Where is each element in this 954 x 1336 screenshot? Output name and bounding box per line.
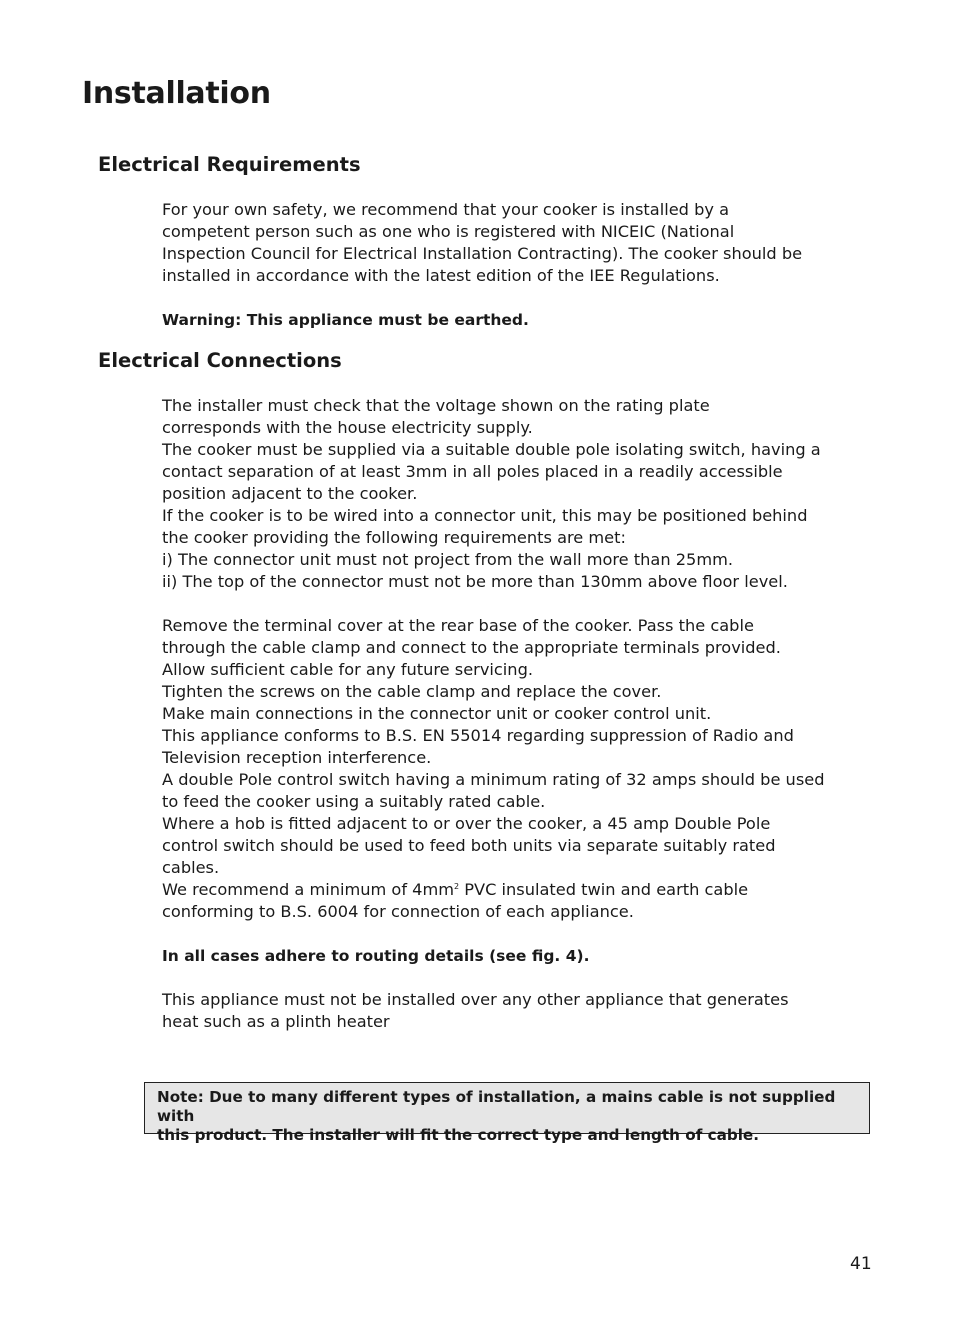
note-line: this product. The installer will fit the correct type and length of cable. xyxy=(157,1126,760,1144)
text-line: The cooker must be supplied via a suitable double pole isolating switch, having a xyxy=(162,440,821,459)
text-line: the cooker providing the following requirements are met: xyxy=(162,528,626,547)
cable-recommendation xyxy=(162,879,882,901)
text-line: ii) The top of the connector must not be more than 130mm above floor level. xyxy=(162,572,788,591)
text-line: corresponds with the house electricity supply. xyxy=(162,418,533,437)
text-line: This appliance must not be installed over any other appliance that generates xyxy=(162,990,789,1009)
text-line: installed in accordance with the latest edition of the IEE Regulations. xyxy=(162,266,720,285)
text-line: Where a hob is fitted adjacent to or over the cooker, a 45 amp Double Pole xyxy=(162,814,771,833)
text-line: Remove the terminal cover at the rear base of the cooker. Pass the cable xyxy=(162,616,754,635)
text-line: heat such as a plinth heater xyxy=(162,1012,390,1031)
electrical-requirements-body xyxy=(162,199,882,331)
electrical-connections-body xyxy=(162,395,882,1033)
text-line: This appliance conforms to B.S. EN 55014 regarding suppression of Radio and xyxy=(162,726,794,745)
text-line: position adjacent to the cooker. xyxy=(162,484,418,503)
heading-electrical-requirements: Electrical Requirements xyxy=(98,153,361,176)
text-line: A double Pole control switch having a minimum rating of 32 amps should be used xyxy=(162,770,825,789)
text-line: i) The connector unit must not project from the wall more than 25mm. xyxy=(162,550,734,569)
page-title: Installation xyxy=(82,76,271,111)
text-line: through the cable clamp and connect to the appropriate terminals provided. xyxy=(162,638,781,657)
heading-electrical-connections: Electrical Connections xyxy=(98,349,342,372)
spacer xyxy=(162,287,882,309)
text-line: If the cooker is to be wired into a connector unit, this may be positioned behind xyxy=(162,506,808,525)
text-line: For your own safety, we recommend that your cooker is installed by a xyxy=(162,200,729,219)
text-line: conforming to B.S. 6004 for connection of each appliance. xyxy=(162,902,634,921)
spacer xyxy=(162,967,882,989)
text-line: to feed the cooker using a suitably rated cable. xyxy=(162,792,546,811)
text-line: Inspection Council for Electrical Installation Contracting). The cooker should be xyxy=(162,244,803,263)
spacer xyxy=(162,593,882,615)
squared-superscript: 2 xyxy=(454,882,460,891)
note-line: Note: Due to many different types of installation, a mains cable is not supplied with xyxy=(157,1088,836,1125)
text-line: competent person such as one who is registered with NICEIC (National xyxy=(162,222,735,241)
spacer xyxy=(162,923,882,945)
page-number: 41 xyxy=(850,1254,872,1274)
text-line: control switch should be used to feed both units via separate suitably rated xyxy=(162,836,776,855)
routing-instruction: In all cases adhere to routing details (see fig. 4). xyxy=(162,947,590,965)
earthing-warning: Warning: This appliance must be earthed. xyxy=(162,311,529,329)
text-line: Allow sufficient cable for any future servicing. xyxy=(162,660,533,679)
text-line: Make main connections in the connector unit or cooker control unit. xyxy=(162,704,712,723)
text-line: cables. xyxy=(162,858,220,877)
text-line: contact separation of at least 3mm in all poles placed in a readily accessible xyxy=(162,462,783,481)
note-box xyxy=(144,1082,870,1144)
recommend-suffix: PVC insulated twin and earth cable xyxy=(459,880,749,899)
text-line: Television reception interference. xyxy=(162,748,432,767)
text-line: The installer must check that the voltage shown on the rating plate xyxy=(162,396,710,415)
recommend-prefix: We recommend a minimum of 4mm xyxy=(162,880,455,899)
text-line: Tighten the screws on the cable clamp and replace the cover. xyxy=(162,682,662,701)
